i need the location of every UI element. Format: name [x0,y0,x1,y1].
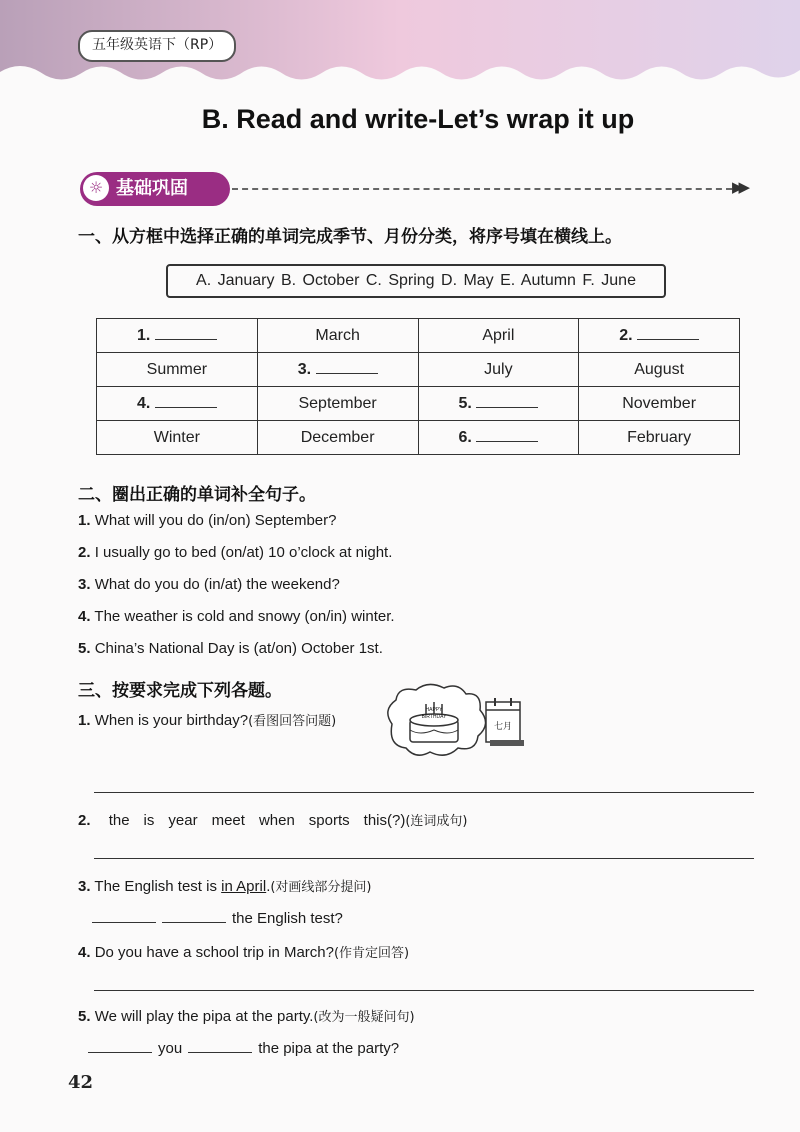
book-label: 五年级英语下（RP） [78,30,236,62]
answer-line[interactable] [94,858,754,859]
table-cell[interactable]: 2. [579,319,740,353]
question-5: 5. We will play the pipa at the party.(改为一般疑问句) [78,1008,415,1025]
word-options-box: A. January B. October C. Spring D. May E. Autumn F. June [166,264,666,298]
svg-text:HAPPY: HAPPY [425,707,443,713]
answer-line[interactable] [94,792,754,793]
list-item[interactable]: 1. What will you do (in/on) September? [78,512,337,529]
list-item[interactable]: 2. I usually go to bed (on/at) 10 o’clock at night. [78,544,393,561]
list-item[interactable]: 3. What do you do (in/at) the weekend? [78,576,340,593]
question-1: 1. When is your birthday?(看图回答问题) [78,712,337,729]
answer-line[interactable] [94,990,754,991]
table-cell: Winter [97,421,258,455]
table-cell: March [257,319,418,353]
list-item[interactable]: 4. The weather is cold and snowy (on/in) winter. [78,608,395,625]
page-title: B. Read and write-Let’s wrap it up [201,104,635,134]
table-cell: February [579,421,740,455]
part1-heading: 一、从方框中选择正确的单词完成季节、月份分类，将序号填在横线上。 [78,227,622,247]
table-cell: September [257,387,418,421]
table-cell[interactable]: 4. [97,387,258,421]
lightbulb-icon: ☼ [83,175,109,201]
page-number: 42 [68,1072,94,1093]
section-label: 基础巩固 [116,178,188,199]
birthday-picture [380,680,530,764]
table-cell: Summer [97,353,258,387]
table-cell: April [418,319,579,353]
table-cell[interactable]: 5. [418,387,579,421]
table-row [97,387,740,421]
question-3: 3. The English test is in April.(对画线部分提问) [78,878,372,895]
fill-line-5[interactable]: you the pipa at the party? [88,1038,399,1057]
table-cell: August [579,353,740,387]
double-arrow-icon: ▶▶ [732,178,746,196]
part3-heading: 三、按要求完成下列各题。 [78,681,282,701]
table-cell: July [418,353,579,387]
table-row [97,319,740,353]
fill-line-3[interactable]: the English test? [92,908,343,927]
section-badge [80,172,230,206]
svg-text:七月: 七月 [493,722,513,732]
months-table [96,318,740,455]
table-cell: November [579,387,740,421]
question-4: 4. Do you have a school trip in March?(作肯定回答) [78,944,410,961]
table-cell[interactable]: 1. [97,319,258,353]
table-row [97,421,740,455]
section-divider [232,188,732,190]
table-cell[interactable]: 3. [257,353,418,387]
question-2: 2. the is year meet when sports this(?)(连词成句) [78,812,468,829]
table-cell: December [257,421,418,455]
table-row [97,353,740,387]
table-cell[interactable]: 6. [418,421,579,455]
svg-text:BIRTHDAY: BIRTHDAY [421,714,447,720]
calendar-icon [486,698,524,746]
part2-heading: 二、圈出正确的单词补全句子。 [78,485,316,505]
list-item[interactable]: 5. China’s National Day is (at/on) October 1st. [78,640,383,657]
